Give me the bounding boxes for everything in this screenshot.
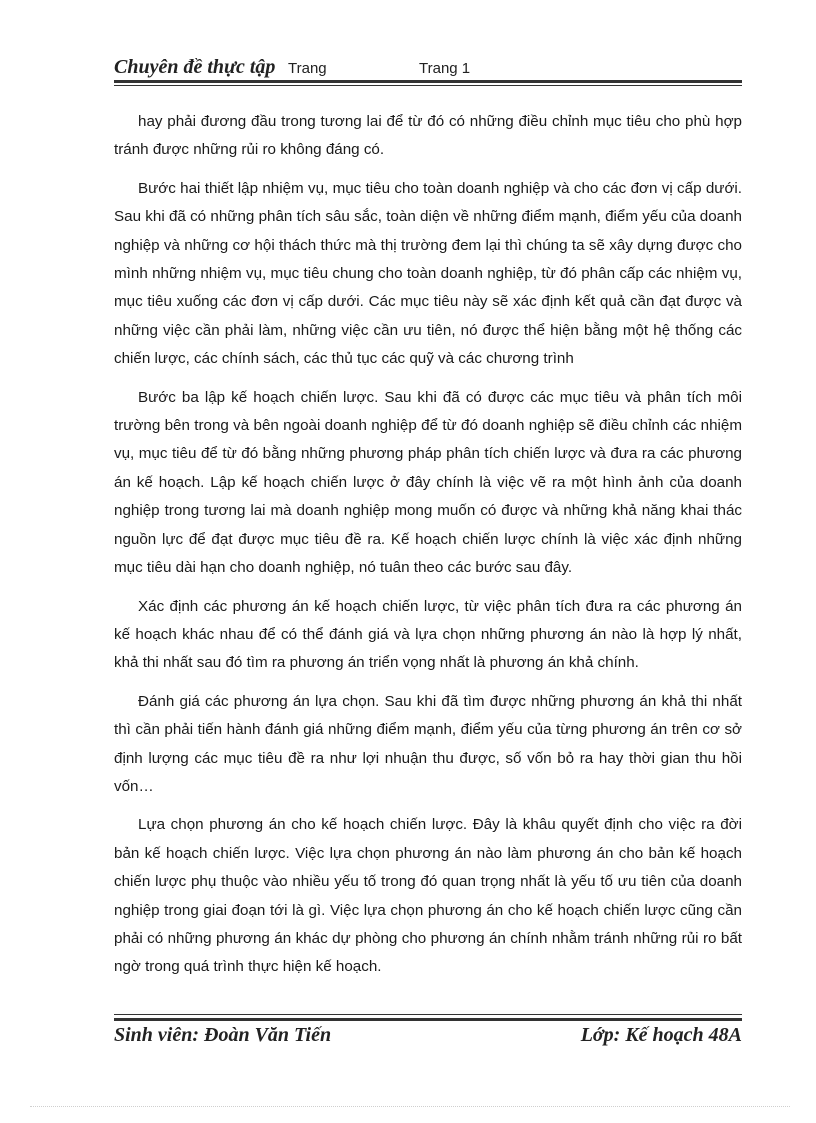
header-rule-thick [114,80,742,83]
header-rule-thin [114,85,742,86]
paragraph: Lựa chọn phương án cho kế hoạch chiến lược. Đây là khâu quyết định cho việc ra đời bản kế hoạch chiến lược. Việc lựa chọn phương án nào làm phương án cho bản kế hoạch chiến lược phụ thuộc vào nhiều yếu tố trong đó quan trọng nhất là yếu tố ưu tiên của doanh nghiệp trong giai đoạn tới là gì. Việc lựa chọn phương án cho kế hoạch chiến lược cũng cần phải có những phương án khác dự phòng cho phương án chính nhằm tránh những rủi ro bất ngờ trong quá trình thực hiện kế hoạch. [114,816,742,976]
page-header [114,52,742,82]
footer-class: Lớp: Kế hoạch 48A [580,1024,742,1046]
header-page-number: Trang 1 [419,60,471,77]
footer-student: Sinh viên: Đoàn Văn Tiến [114,1024,332,1046]
page-footer [114,1024,742,1054]
body-text [114,108,742,992]
header-title: Chuyên đề thực tập [114,56,276,78]
paragraph: Bước hai thiết lập nhiệm vụ, mục tiêu cho toàn doanh nghiệp và cho các đơn vị cấp dưới. Sau khi đã có những phân tích sâu sắc, toàn diện về những điểm mạnh, điểm yếu của doanh nghiệp và những cơ hội thách thức mà thị trường đem lại thì chúng ta sẽ xây dựng được cho mình những nhiệm vụ, mục tiêu chung cho toàn doanh nghiệp, từ đó phân cấp các nhiệm vụ, mục tiêu xuống các đơn vị cấp dưới. Các mục tiêu này sẽ xác định kết quả cần đạt được và những việc cần phải làm, những việc cần ưu tiên, nó được thể hiện bằng một hệ thống các chiến lược, các chính sách, các thủ tục các quỹ và các chương trình [114,179,742,368]
footer-rule-thick [114,1018,742,1021]
page-bottom-border [30,1106,790,1107]
header-trang-label: Trang [288,60,327,77]
paragraph: hay phải đương đầu trong tương lai để từ đó có những điều chỉnh mục tiêu cho phù hợp tránh được những rủi ro không đáng có. [114,113,742,159]
footer-rule-thin [114,1014,742,1015]
paragraph: Bước ba lập kế hoạch chiến lược. Sau khi đã có được các mục tiêu và phân tích môi trường bên trong và bên ngoài doanh nghiệp để từ đó doanh nghiệp sẽ điều chỉnh các nhiệm vụ, mục tiêu để từ đó bằng những phương pháp phân tích chiến lược và đưa ra các phương án kế hoạch. Lập kế hoạch chiến lược ở đây chính là việc vẽ ra một hình ảnh của doanh nghiệp trong tương lai mà doanh nghiệp mong muốn có được và những khả năng khai thác nguồn lực để đạt được mục tiêu đề ra. Kế hoạch chiến lược chính là việc xác định những mục tiêu dài hạn cho doanh nghiệp, nó tuân theo các bước sau đây. [114,388,742,577]
paragraph: Xác định các phương án kế hoạch chiến lược, từ việc phân tích đưa ra các phương án kế hoạch khác nhau để có thể đánh giá và lựa chọn những phương án nào là hợp lý nhất, khả thi nhất sau đó tìm ra phương án triển vọng nhất là phương án khả chính. [114,597,742,672]
paragraph: Đánh giá các phương án lựa chọn. Sau khi đã tìm được những phương án khả thi nhất thì cần phải tiến hành đánh giá những điểm mạnh, điểm yếu của từng phương án trên cơ sở định lượng các mục tiêu đề ra như lợi nhuận thu được, số vốn bỏ ra hay thời gian thu hồi vốn… [114,692,742,795]
